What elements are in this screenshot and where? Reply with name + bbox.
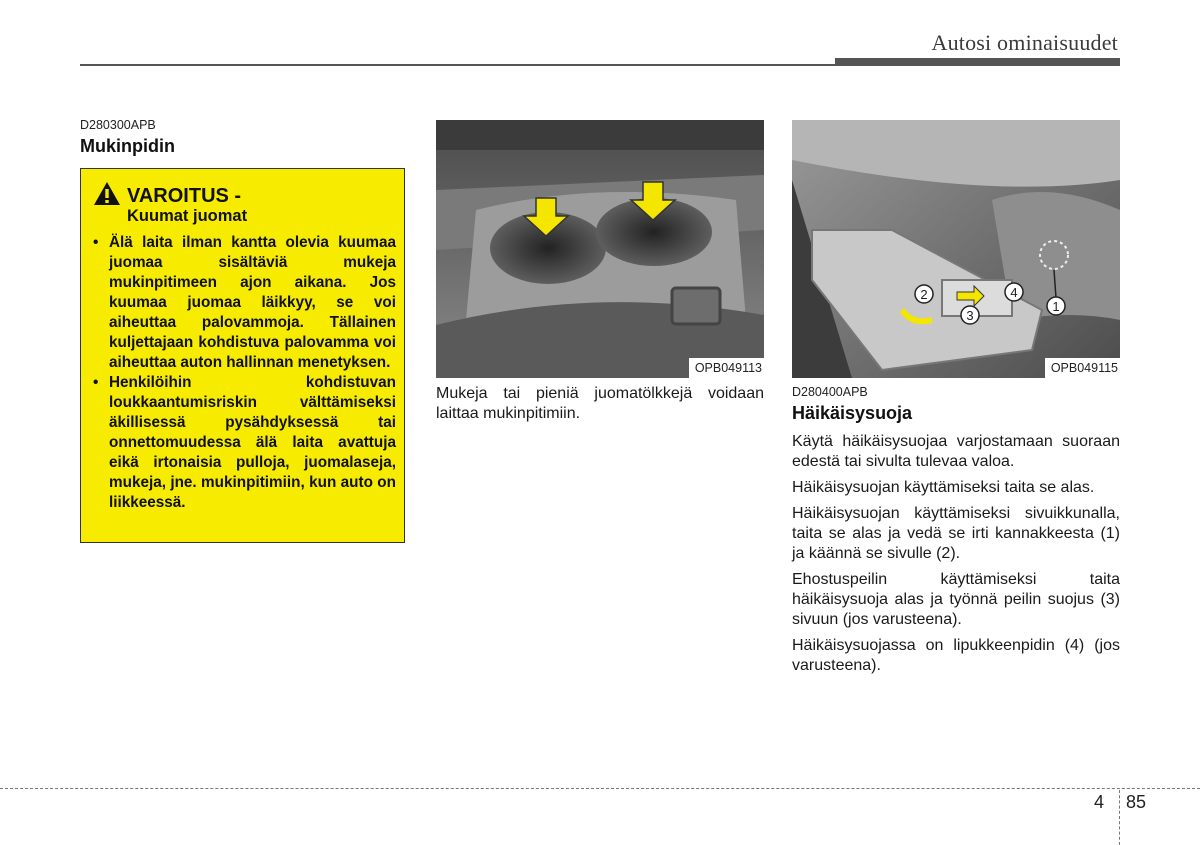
cup-holder-photo — [436, 120, 764, 378]
warning-item-text: Henkilöihin kohdistuvan loukkaantumisriskin välttämiseksi äkillisessä pysähdyksessä tai onnettomuudessa älä laita avattuja eikä irtonaisia pulloja, juomalaseja, mukeja, jne. mukinpitimiin, kun auto on liikkeessä. — [109, 374, 396, 511]
warning-item — [91, 233, 396, 373]
paragraph: Häikäisysuojassa on lipukkeenpidin (4) (jos varusteena). — [792, 637, 1120, 674]
callout-1: 1 — [1052, 299, 1060, 314]
paragraph: Ehostuspeilin käyttämiseksi taita häikäisysuoja alas ja työnnä peilin suojus (3) sivuun (jos varusteena). — [792, 571, 1120, 628]
warning-triangle-icon — [93, 181, 121, 211]
photo-code: OPB049115 — [1050, 361, 1118, 375]
bullet: • — [93, 234, 99, 251]
photo-code-box — [689, 358, 764, 378]
header-rule — [80, 64, 840, 66]
paragraph: Käytä häikäisysuojaa varjostamaan suoraan edestä tai sivulta tulevaa valoa. — [792, 433, 1120, 470]
footer-divider — [1119, 790, 1120, 845]
running-header-title: Autosi ominaisuudet — [931, 30, 1118, 55]
sun-visor-body — [792, 432, 1120, 676]
warning-list — [91, 233, 396, 513]
sun-visor-photo — [792, 120, 1120, 378]
paragraph: Häikäisysuojan käyttämiseksi sivuikkunalla, taita se alas ja vedä se irti kannakkeesta (1) ja käännä se sivulle (2). — [792, 505, 1120, 562]
paragraph: Häikäisysuojan käyttämiseksi taita se alas. — [792, 479, 1095, 496]
warning-item-text: Älä laita ilman kantta olevia kuumaa juomaa sisältäviä mukeja mukinpitimeen ajon aikana. Jos kuumaa juomaa läikkyy, se voi aiheuttaa palovammoja. Tällainen kuljettajaan kohdistuva palovamma voi aiheuttaa auton hallinnan menetyksen. — [109, 234, 396, 371]
callout-3: 3 — [966, 308, 974, 323]
section-code-sun-visor: D280400APB — [792, 385, 868, 399]
section-code-cup-holder: D280300APB — [80, 118, 156, 132]
page-number: 85 — [1126, 792, 1147, 812]
photo-code-box — [1045, 358, 1120, 378]
cup-holder-caption: Mukeja tai pieniä juomatölkkejä voidaan laittaa mukinpitimiin. — [436, 385, 764, 422]
callout-4: 4 — [1010, 285, 1018, 300]
footer-rule — [0, 788, 1200, 789]
warning-title: VAROITUS - — [127, 185, 242, 207]
bullet: • — [93, 374, 99, 391]
chapter-number: 4 — [1094, 792, 1105, 812]
warning-box — [80, 168, 405, 543]
warning-subtitle: Kuumat juomat — [127, 207, 248, 225]
photo-code: OPB049113 — [694, 361, 762, 375]
header-rule-accent — [835, 58, 1120, 66]
section-heading-cup-holder: Mukinpidin — [80, 136, 175, 156]
section-heading-sun-visor: Häikäisysuoja — [792, 403, 913, 423]
warning-item — [91, 373, 396, 513]
callout-2: 2 — [920, 287, 928, 302]
